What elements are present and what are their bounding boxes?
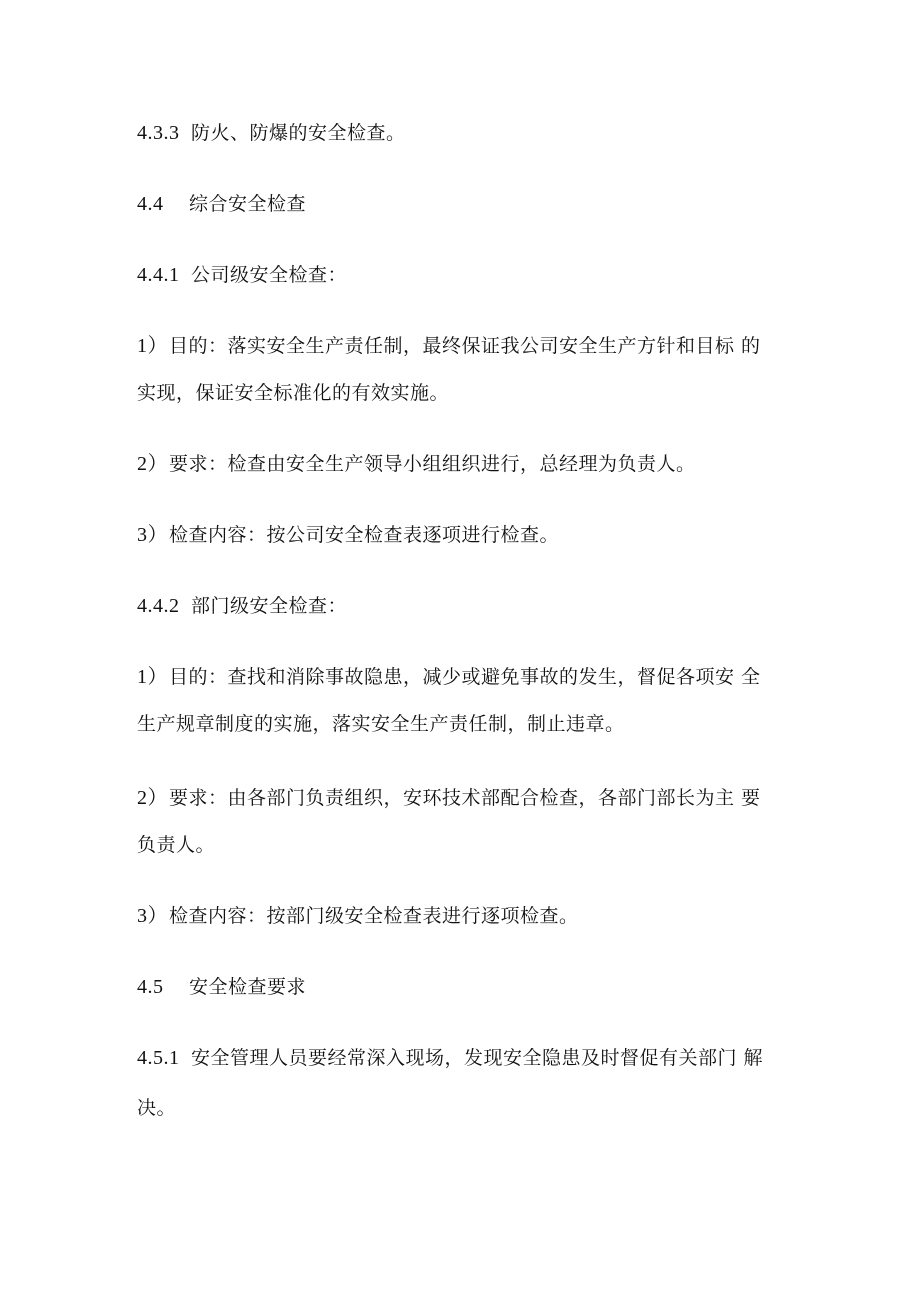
section-4-4-1 bbox=[137, 263, 787, 287]
section-text: 公司级安全检查： bbox=[191, 264, 348, 286]
item-purpose-department-cont bbox=[137, 712, 787, 736]
item-text: 目的：落实安全生产责任制，最终保证我公司安全生产方针和目标 的 bbox=[169, 335, 761, 357]
item-requirement-company bbox=[137, 452, 787, 476]
section-4-4-2 bbox=[137, 594, 787, 618]
item-label: 2） bbox=[137, 787, 168, 809]
item-text: 检查内容：按公司安全检查表逐项进行检查。 bbox=[169, 524, 560, 546]
section-number: 4.4.1 bbox=[137, 264, 180, 286]
section-text-continuation: 决。 bbox=[137, 1097, 177, 1119]
section-4-5-1 bbox=[137, 1046, 787, 1070]
item-requirement-department bbox=[137, 786, 787, 810]
section-4-5-1-cont bbox=[137, 1096, 787, 1120]
section-4-3-3 bbox=[137, 121, 787, 145]
item-text: 要求：检查由安全生产领导小组组织进行，总经理为负责人。 bbox=[169, 453, 696, 475]
section-number: 4.4 bbox=[137, 193, 164, 215]
section-text: 防火、防爆的安全检查。 bbox=[191, 122, 406, 144]
item-text-continuation: 实现，保证安全标准化的有效实施。 bbox=[137, 382, 450, 404]
item-text-continuation: 生产规章制度的实施，落实安全生产责任制，制止违章。 bbox=[137, 713, 625, 735]
item-text: 目的：查找和消除事故隐患，减少或避免事故的发生，督促各项安 全 bbox=[169, 666, 761, 688]
section-4-4 bbox=[137, 192, 787, 216]
item-label: 2） bbox=[137, 453, 168, 475]
item-label: 3） bbox=[137, 524, 168, 546]
section-text: 安全管理人员要经常深入现场，发现安全隐患及时督促有关部门 解 bbox=[191, 1047, 764, 1069]
item-label: 1） bbox=[137, 666, 168, 688]
item-label: 3） bbox=[137, 905, 168, 927]
item-label: 1） bbox=[137, 335, 168, 357]
section-heading: 安全检查要求 bbox=[189, 976, 307, 998]
section-number: 4.5 bbox=[137, 976, 164, 998]
item-text-continuation: 负责人。 bbox=[137, 834, 216, 856]
section-number: 4.3.3 bbox=[137, 122, 180, 144]
item-purpose-department bbox=[137, 665, 787, 689]
item-content-company bbox=[137, 523, 787, 547]
section-heading: 综合安全检查 bbox=[189, 193, 307, 215]
section-4-5 bbox=[137, 975, 787, 999]
item-text: 要求：由各部门负责组织，安环技术部配合检查，各部门部长为主 要 bbox=[169, 787, 761, 809]
item-requirement-department-cont bbox=[137, 833, 787, 857]
item-text: 检查内容：按部门级安全检查表进行逐项检查。 bbox=[169, 905, 579, 927]
section-text: 部门级安全检查： bbox=[191, 595, 348, 617]
item-purpose-company bbox=[137, 334, 787, 358]
item-content-department bbox=[137, 904, 787, 928]
item-purpose-company-cont bbox=[137, 381, 787, 405]
section-number: 4.5.1 bbox=[137, 1047, 180, 1069]
section-number: 4.4.2 bbox=[137, 595, 180, 617]
